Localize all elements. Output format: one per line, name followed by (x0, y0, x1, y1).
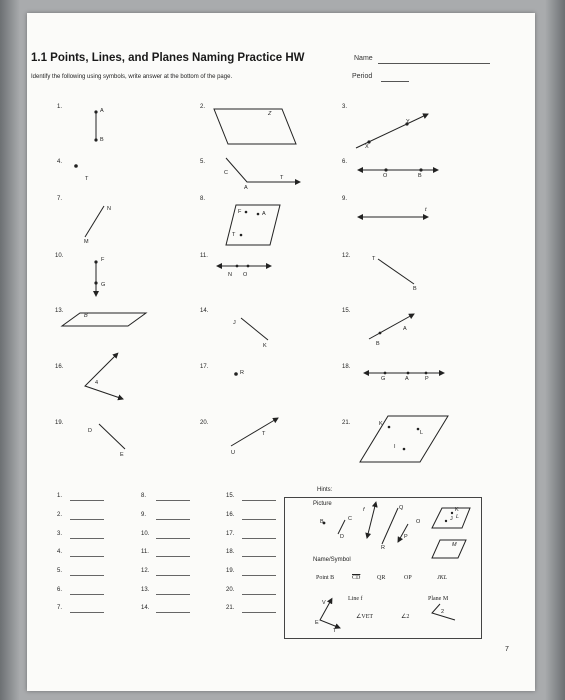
hint-label-q: Q (399, 505, 404, 511)
fig6-point-o (384, 168, 387, 171)
fig7-segment (85, 206, 104, 237)
answer-blank-21[interactable] (242, 612, 276, 613)
problem-number-20: 20. (200, 420, 209, 426)
problem-number-8: 8. (200, 196, 206, 202)
hints-title: Hints: (317, 487, 333, 493)
fig3-ray (356, 114, 428, 148)
hint-angle-label-e: E (315, 620, 319, 626)
fig4-point-t (74, 164, 78, 168)
hint-label-d: D (340, 534, 344, 540)
hint-symbol-qr: QR (377, 575, 386, 581)
fig17-point-r (234, 372, 238, 376)
problem-number-12: 12. (342, 253, 351, 259)
fig20-ray (231, 418, 278, 446)
fig1-label-b: B (100, 137, 104, 143)
fig14-label-j: J (233, 320, 236, 326)
answer-number-19: 19. (226, 568, 235, 574)
fig1-point-b (94, 138, 97, 141)
answer-number-1: 1. (57, 493, 63, 499)
problem-number-7: 7. (57, 196, 63, 202)
fig6-point-b (419, 168, 422, 171)
answer-blank-7[interactable] (70, 612, 104, 613)
hint-line-f-label: Line f (348, 596, 363, 602)
fig18-label-g: G (381, 376, 386, 382)
fig21-label-l: L (420, 430, 424, 436)
answer-number-9: 9. (141, 512, 147, 518)
fig19-label-d: D (88, 428, 92, 434)
problem-number-15: 15. (342, 308, 351, 314)
fig5-label-a: A (244, 185, 248, 191)
answer-blank-8[interactable] (156, 500, 190, 501)
hint-label-l: L (456, 514, 460, 520)
answer-number-12: 12. (141, 568, 150, 574)
answer-number-18: 18. (226, 549, 235, 555)
answer-blank-13[interactable] (156, 594, 190, 595)
answer-blank-3[interactable] (70, 538, 104, 539)
fig5-label-t: T (280, 175, 284, 181)
problem-number-18: 18. (342, 364, 351, 370)
problem-number-16: 16. (55, 364, 64, 370)
answer-number-4: 4. (57, 549, 63, 555)
fig21-label-k: K (379, 421, 383, 427)
answer-number-20: 20. (226, 587, 235, 593)
fig21-point-l (417, 428, 420, 431)
fig15-ray (369, 314, 414, 339)
hint-label-j: J (450, 516, 453, 522)
fig1-point-a (94, 110, 97, 113)
answer-number-10: 10. (141, 531, 150, 537)
fig20-label-u: U (231, 450, 235, 456)
fig12-segment (378, 259, 414, 284)
fig4-label-t: T (85, 176, 89, 182)
answer-blank-5[interactable] (70, 575, 104, 576)
hint-angle-vet-label: ∠VET (356, 614, 374, 620)
problem-number-10: 10. (55, 253, 64, 259)
answer-blank-11[interactable] (156, 556, 190, 557)
answer-blank-18[interactable] (242, 556, 276, 557)
name-label: Name (354, 55, 373, 62)
hint-label-m: M (452, 542, 457, 548)
answer-number-17: 17. (226, 531, 235, 537)
fig19-segment (99, 424, 125, 449)
fig21-plane (360, 416, 448, 462)
answer-number-13: 13. (141, 587, 150, 593)
fig18-point-a (407, 372, 410, 375)
answer-number-14: 14. (141, 605, 150, 611)
problem-number-14: 14. (200, 308, 209, 314)
fig5-label-c: C (224, 170, 228, 176)
problem-number-11: 11. (200, 253, 208, 259)
fig14-label-k: K (263, 343, 267, 349)
fig12-label-b: B (413, 286, 417, 292)
fig7-label-m: M (84, 239, 89, 245)
answer-number-15: 15. (226, 493, 235, 499)
fig10-point-f (94, 260, 97, 263)
fig10-point-g (94, 281, 97, 284)
fig8-plane (226, 205, 280, 245)
hint-symbol-jkl: JKL (437, 575, 448, 581)
problem-number-21: 21. (342, 420, 351, 426)
fig2-label-z: Z (268, 111, 272, 117)
fig8-label-a: A (262, 211, 266, 217)
instructions: Identify the following using symbols, write answer at the bottom of the page. (31, 74, 233, 80)
answer-blank-9[interactable] (156, 519, 190, 520)
problem-number-17: 17. (200, 364, 209, 370)
page-title: 1.1 Points, Lines, and Planes Naming Practice HW (31, 52, 305, 64)
answer-blank-20[interactable] (242, 594, 276, 595)
hint-label-o: O (416, 519, 421, 525)
fig13-plane (62, 313, 146, 326)
fig11-label-o: O (243, 272, 248, 278)
hint-angle-label-t: T (333, 628, 337, 634)
fig9-label-t: t (425, 207, 427, 213)
fig8-point-f (245, 211, 248, 214)
fig3-label-y: Y (406, 119, 410, 125)
answer-number-5: 5. (57, 568, 63, 574)
answer-blank-16[interactable] (242, 519, 276, 520)
fig11-point-o (247, 265, 250, 268)
period-label: Period (352, 73, 373, 80)
answer-number-16: 16. (226, 512, 235, 518)
page-number: 7 (505, 646, 509, 653)
hints-name-symbol-label: Name/Symbol (313, 557, 351, 563)
answer-blank-19[interactable] (242, 575, 276, 576)
fig15-point-b (379, 332, 382, 335)
answer-blank-12[interactable] (156, 575, 190, 576)
fig14-segment (241, 318, 268, 340)
answer-number-11: 11. (141, 549, 149, 555)
answer-blank-2[interactable] (70, 519, 104, 520)
fig16-label-4: 4 (95, 380, 99, 386)
answer-number-6: 6. (57, 587, 63, 593)
hint-symbol-point-b: Point B (316, 575, 335, 581)
fig18-point-p (425, 372, 428, 375)
hint-label-r: R (381, 545, 385, 551)
hint-plane-m-label: Plane M (428, 596, 449, 602)
fig12-label-t: T (372, 256, 376, 262)
answer-number-7: 7. (57, 605, 63, 611)
fig11-label-n: N (228, 272, 232, 278)
hint-label-f: f (363, 507, 365, 513)
fig11-point-n (236, 265, 239, 268)
answer-blank-17[interactable] (242, 538, 276, 539)
fig19-label-e: E (120, 452, 124, 458)
hint-angle-label-v: V (322, 600, 326, 606)
fig15-label-a: A (403, 326, 407, 332)
answer-blank-15[interactable] (242, 500, 276, 501)
problem-number-3: 3. (342, 104, 348, 110)
fig15-label-b: B (376, 341, 380, 347)
answer-number-21: 21. (226, 605, 235, 611)
hint-label-k: K (455, 507, 459, 513)
answer-blank-4[interactable] (70, 556, 104, 557)
problem-number-9: 9. (342, 196, 348, 202)
answer-blank-14[interactable] (156, 612, 190, 613)
fig21-point-i (403, 448, 406, 451)
problem-number-6: 6. (342, 159, 348, 165)
fig2-plane (214, 109, 296, 144)
fig16-angle (85, 356, 123, 399)
hint-symbol-op: OP (404, 575, 412, 581)
answer-blank-10[interactable] (156, 538, 190, 539)
problem-number-4: 4. (57, 159, 63, 165)
fig18-label-p: P (425, 376, 429, 382)
hint-label-b: B (320, 519, 324, 525)
fig10-label-f: F (101, 257, 105, 263)
fig8-label-t: T (232, 232, 236, 238)
problem-number-1: 1. (57, 104, 63, 110)
fig18-label-a: A (405, 376, 409, 382)
fig21-label-i: I (394, 444, 396, 450)
problem-number-13: 13. (55, 308, 64, 314)
answer-blank-1[interactable] (70, 500, 104, 501)
fig18-point-g (384, 372, 387, 375)
hint-label-c: C (348, 516, 352, 522)
problem-number-19: 19. (55, 420, 64, 426)
fig17-label-r: R (240, 370, 244, 376)
fig8-label-f: F (238, 209, 242, 215)
hint-symbol-cd: $\overline{CD}$ (352, 575, 361, 581)
problem-number-5: 5. (200, 159, 206, 165)
hint-label-p: P (404, 534, 408, 540)
fig13-label-b: B (84, 313, 88, 319)
fig8-point-a (257, 213, 260, 216)
fig6-label-b: B (418, 173, 422, 179)
answer-number-3: 3. (57, 531, 63, 537)
fig5-angle (226, 158, 300, 182)
hint-angle-label-2: 2 (441, 609, 445, 615)
answer-number-8: 8. (141, 493, 147, 499)
hints-picture-label: Picture (313, 501, 332, 507)
hint-angle-2-label: ∠2 (401, 614, 410, 620)
fig20-label-t: T (262, 431, 266, 437)
fig10-label-g: G (101, 282, 106, 288)
fig6-label-o: O (383, 173, 388, 179)
fig8-point-t (240, 234, 243, 237)
answer-blank-6[interactable] (70, 594, 104, 595)
fig3-label-x: X (365, 144, 369, 150)
problem-number-2: 2. (200, 104, 206, 110)
fig21-point-k (388, 426, 391, 429)
fig7-label-n: N (107, 206, 111, 212)
fig1-label-a: A (100, 108, 104, 114)
answer-number-2: 2. (57, 512, 63, 518)
